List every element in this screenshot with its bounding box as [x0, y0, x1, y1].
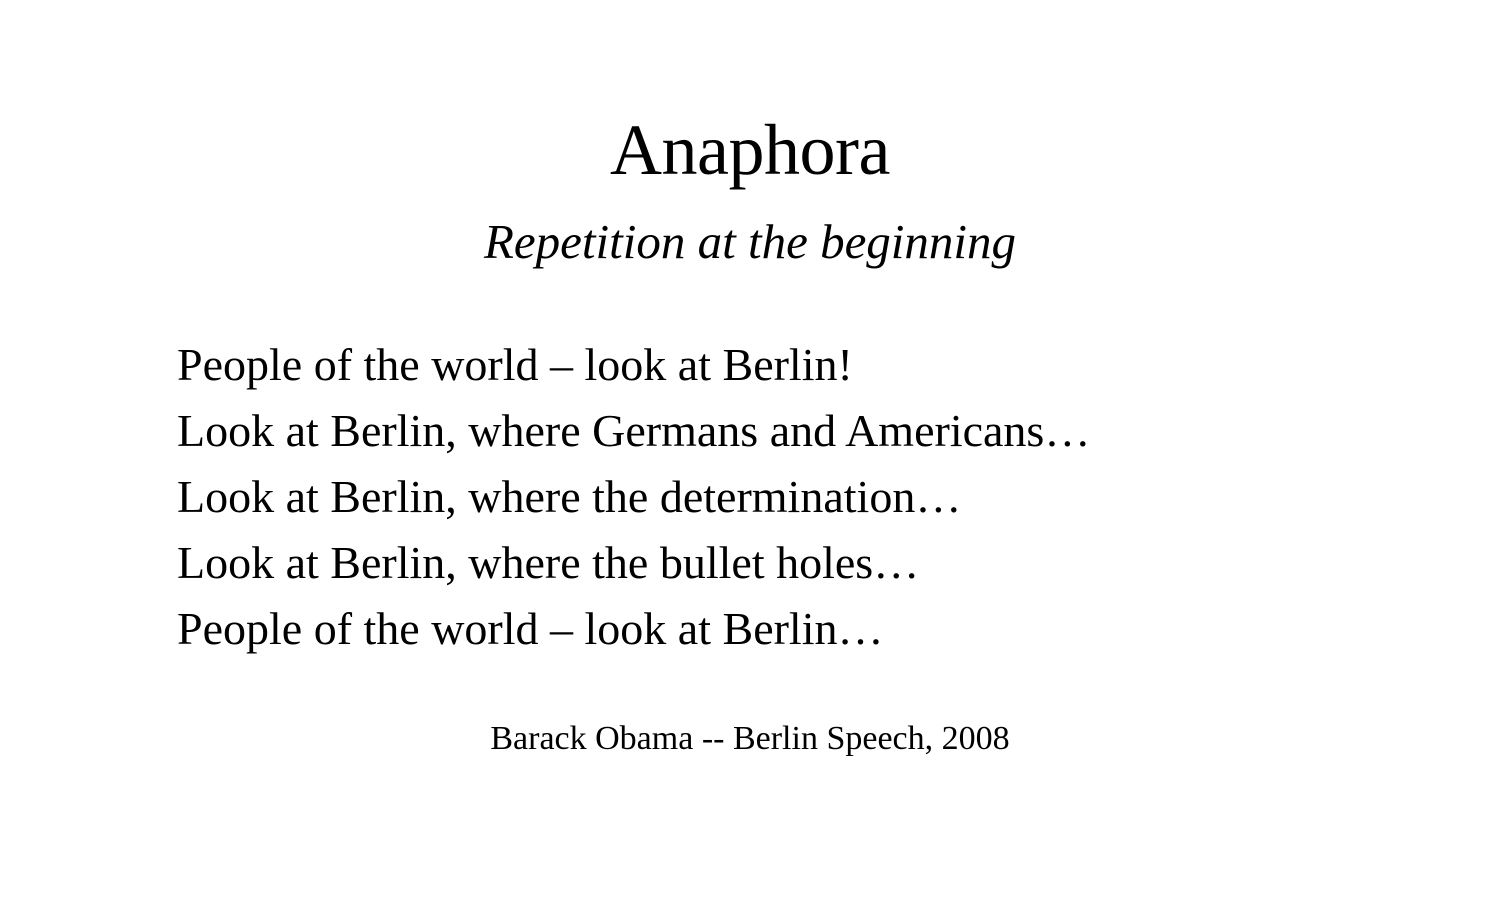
quote-lines [177, 335, 1090, 665]
quote-line: Look at Berlin, where the bullet holes… [177, 537, 920, 588]
quote-line: People of the world – look at Berlin… [177, 603, 884, 654]
slide-subtitle: Repetition at the beginning [483, 214, 1017, 269]
quote-line: Look at Berlin, where Germans and Americans… [177, 405, 1091, 456]
quote-line: People of the world – look at Berlin! [177, 339, 853, 390]
slide-title: Anaphora [610, 110, 890, 190]
attribution: Barack Obama -- Berlin Speech, 2008 [490, 720, 1010, 757]
quote-line: Look at Berlin, where the determination… [177, 471, 962, 522]
